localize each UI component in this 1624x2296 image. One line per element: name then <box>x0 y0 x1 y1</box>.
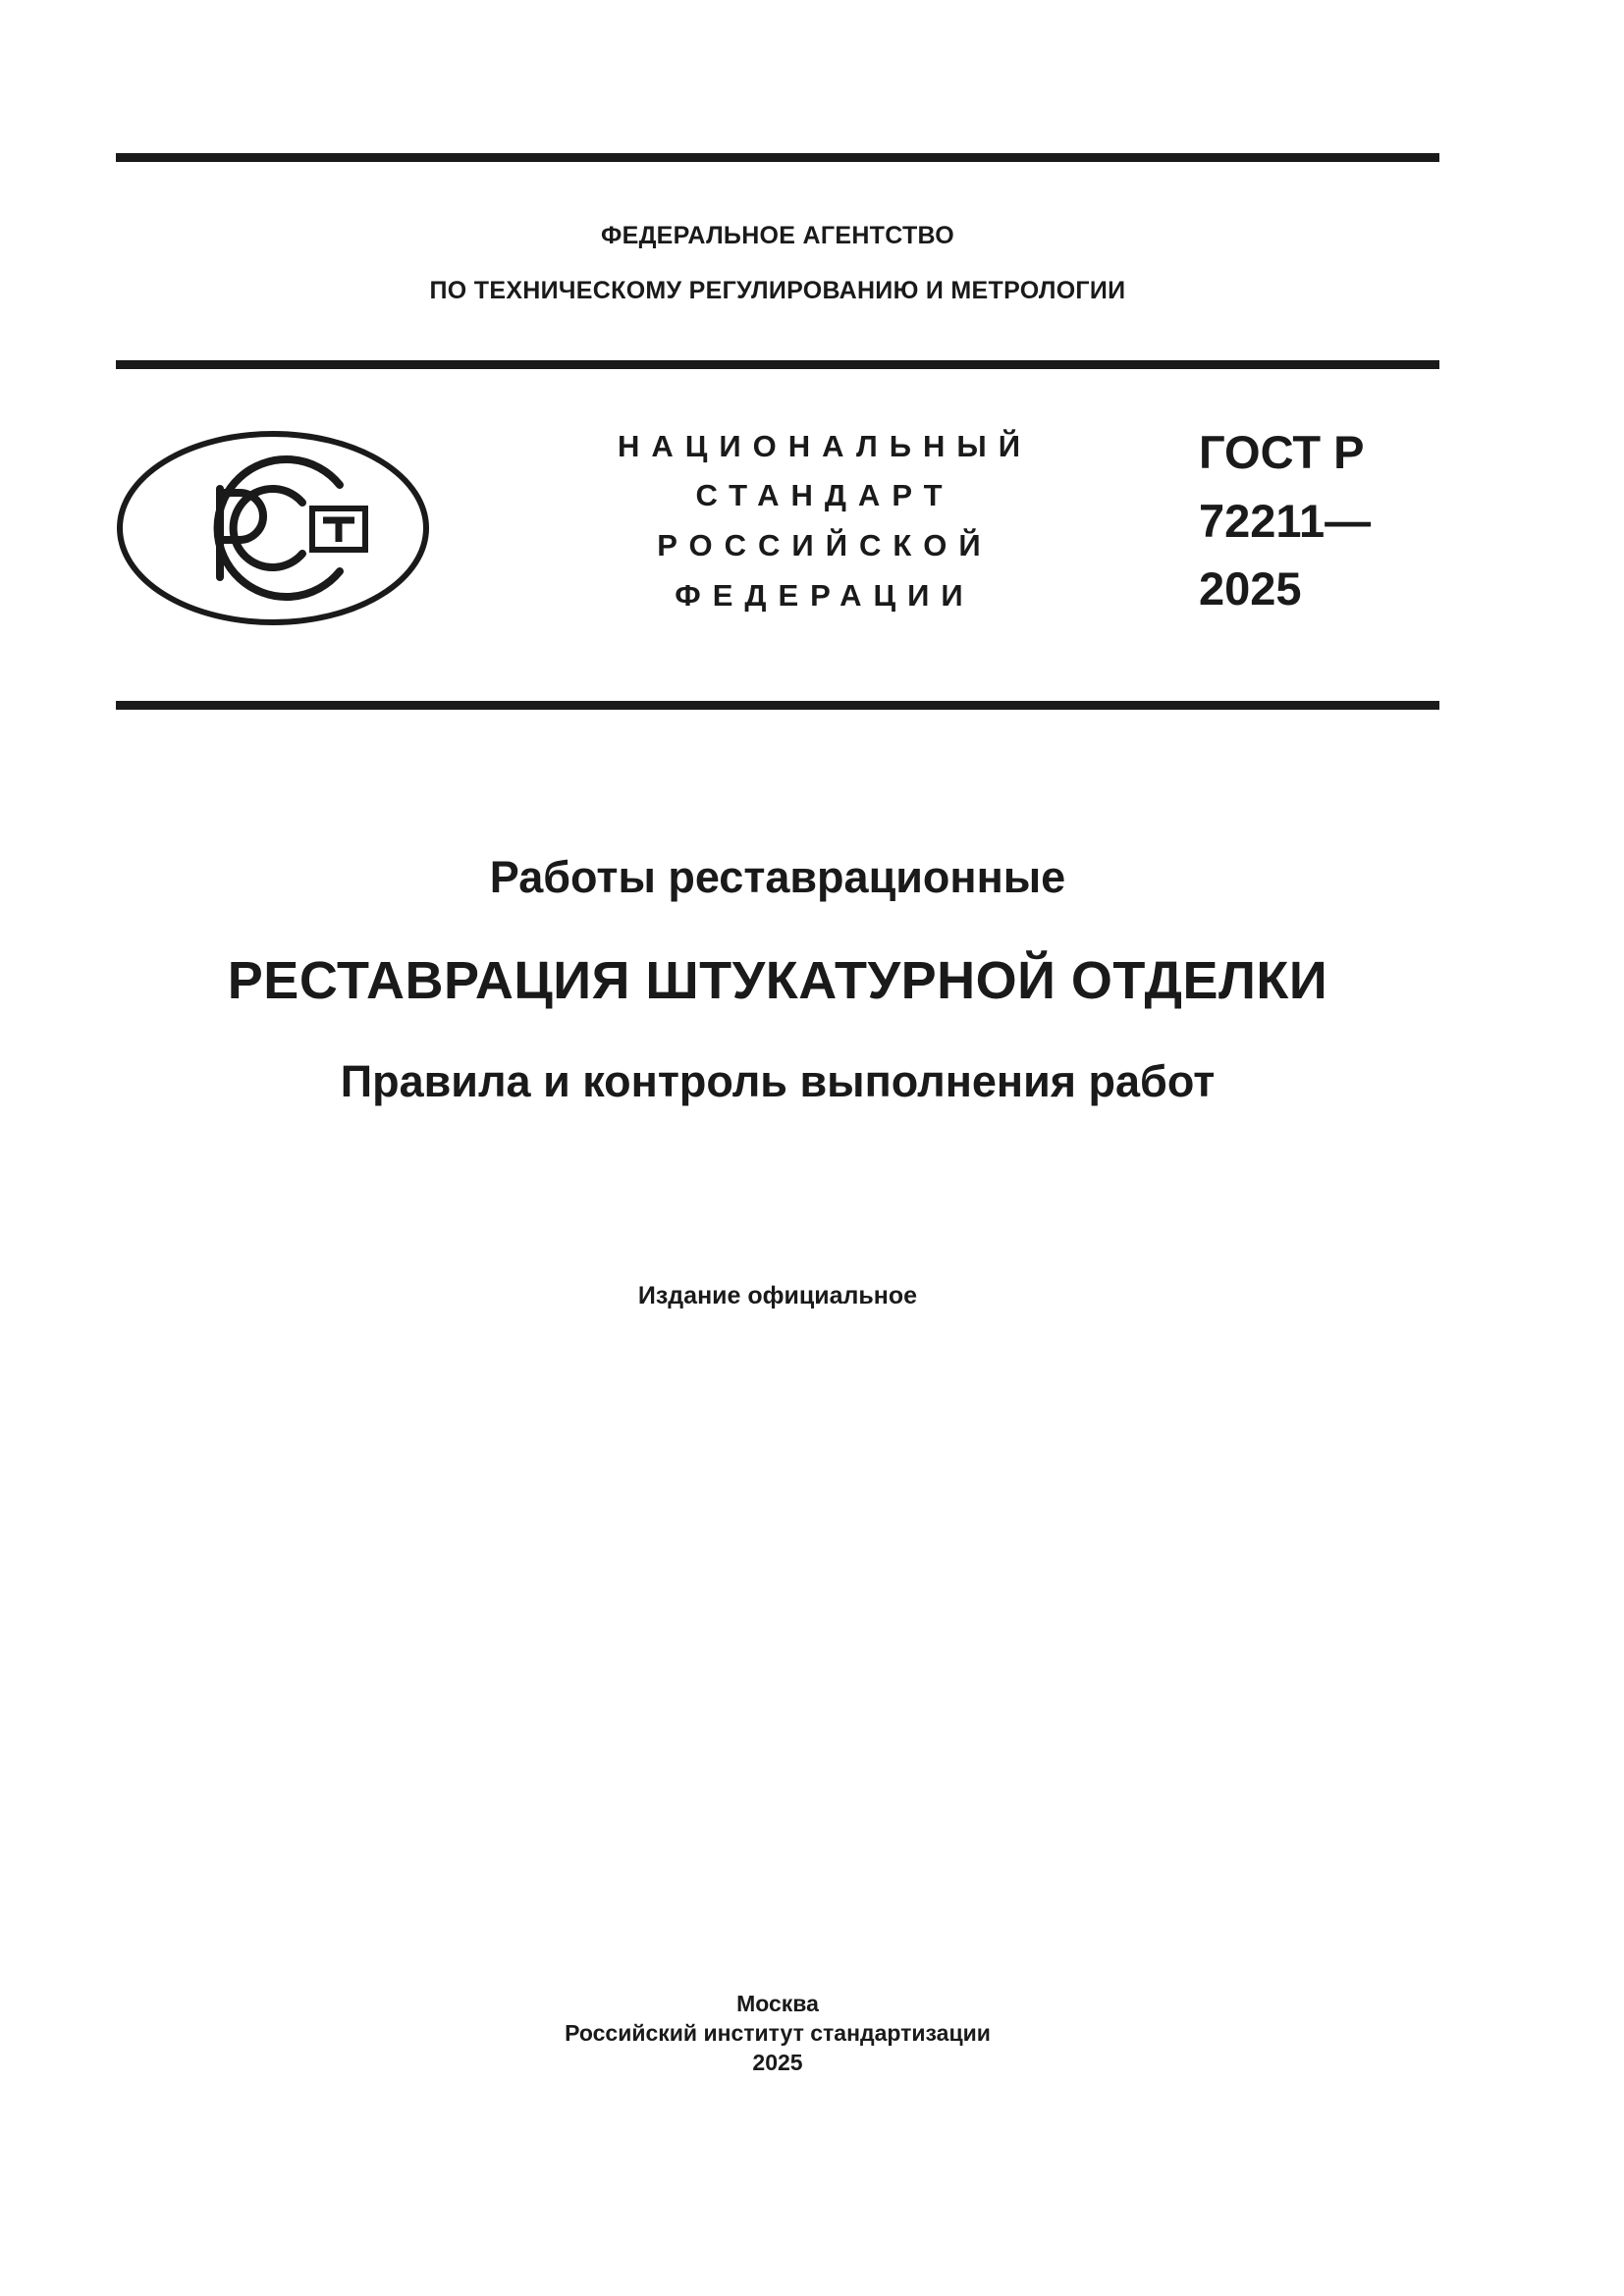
document-title-main: РЕСТАВРАЦИЯ ШТУКАТУРНОЙ ОТДЕЛКИ <box>227 951 1328 1010</box>
national-standard-line-1: НАЦИОНАЛЬНЫЙ <box>617 429 1033 463</box>
document-title-group: Работы реставрационные <box>489 852 1066 902</box>
publication-year: 2025 <box>752 2050 803 2075</box>
masthead-bottom-divider <box>116 701 1439 710</box>
publisher-organization: Российский институт стандартизации <box>565 2020 991 2046</box>
national-standard-line-4: ФЕДЕРАЦИИ <box>675 578 975 613</box>
agency-name-line-1: ФЕДЕРАЛЬНОЕ АГЕНТСТВО <box>600 222 955 249</box>
national-standard-line-3: РОССИЙСКОЙ <box>657 528 993 562</box>
standard-designation-line-1: ГОСТ Р <box>1199 426 1365 478</box>
document-title-subtitle: Правила и контроль выполнения работ <box>340 1056 1216 1106</box>
header-divider <box>116 360 1439 369</box>
standard-designation-line-2: 72211— <box>1199 495 1372 547</box>
edition-label: Издание официальное <box>637 1282 918 1309</box>
national-standard-line-2: СТАНДАРТ <box>695 478 954 512</box>
standard-designation-line-3: 2025 <box>1199 562 1302 614</box>
rst-logo-icon <box>116 430 430 626</box>
top-divider <box>116 153 1439 162</box>
publisher-city: Москва <box>736 1991 819 2016</box>
agency-name-line-2: ПО ТЕХНИЧЕСКОМУ РЕГУЛИРОВАНИЮ И МЕТРОЛОГИИ <box>429 277 1126 304</box>
